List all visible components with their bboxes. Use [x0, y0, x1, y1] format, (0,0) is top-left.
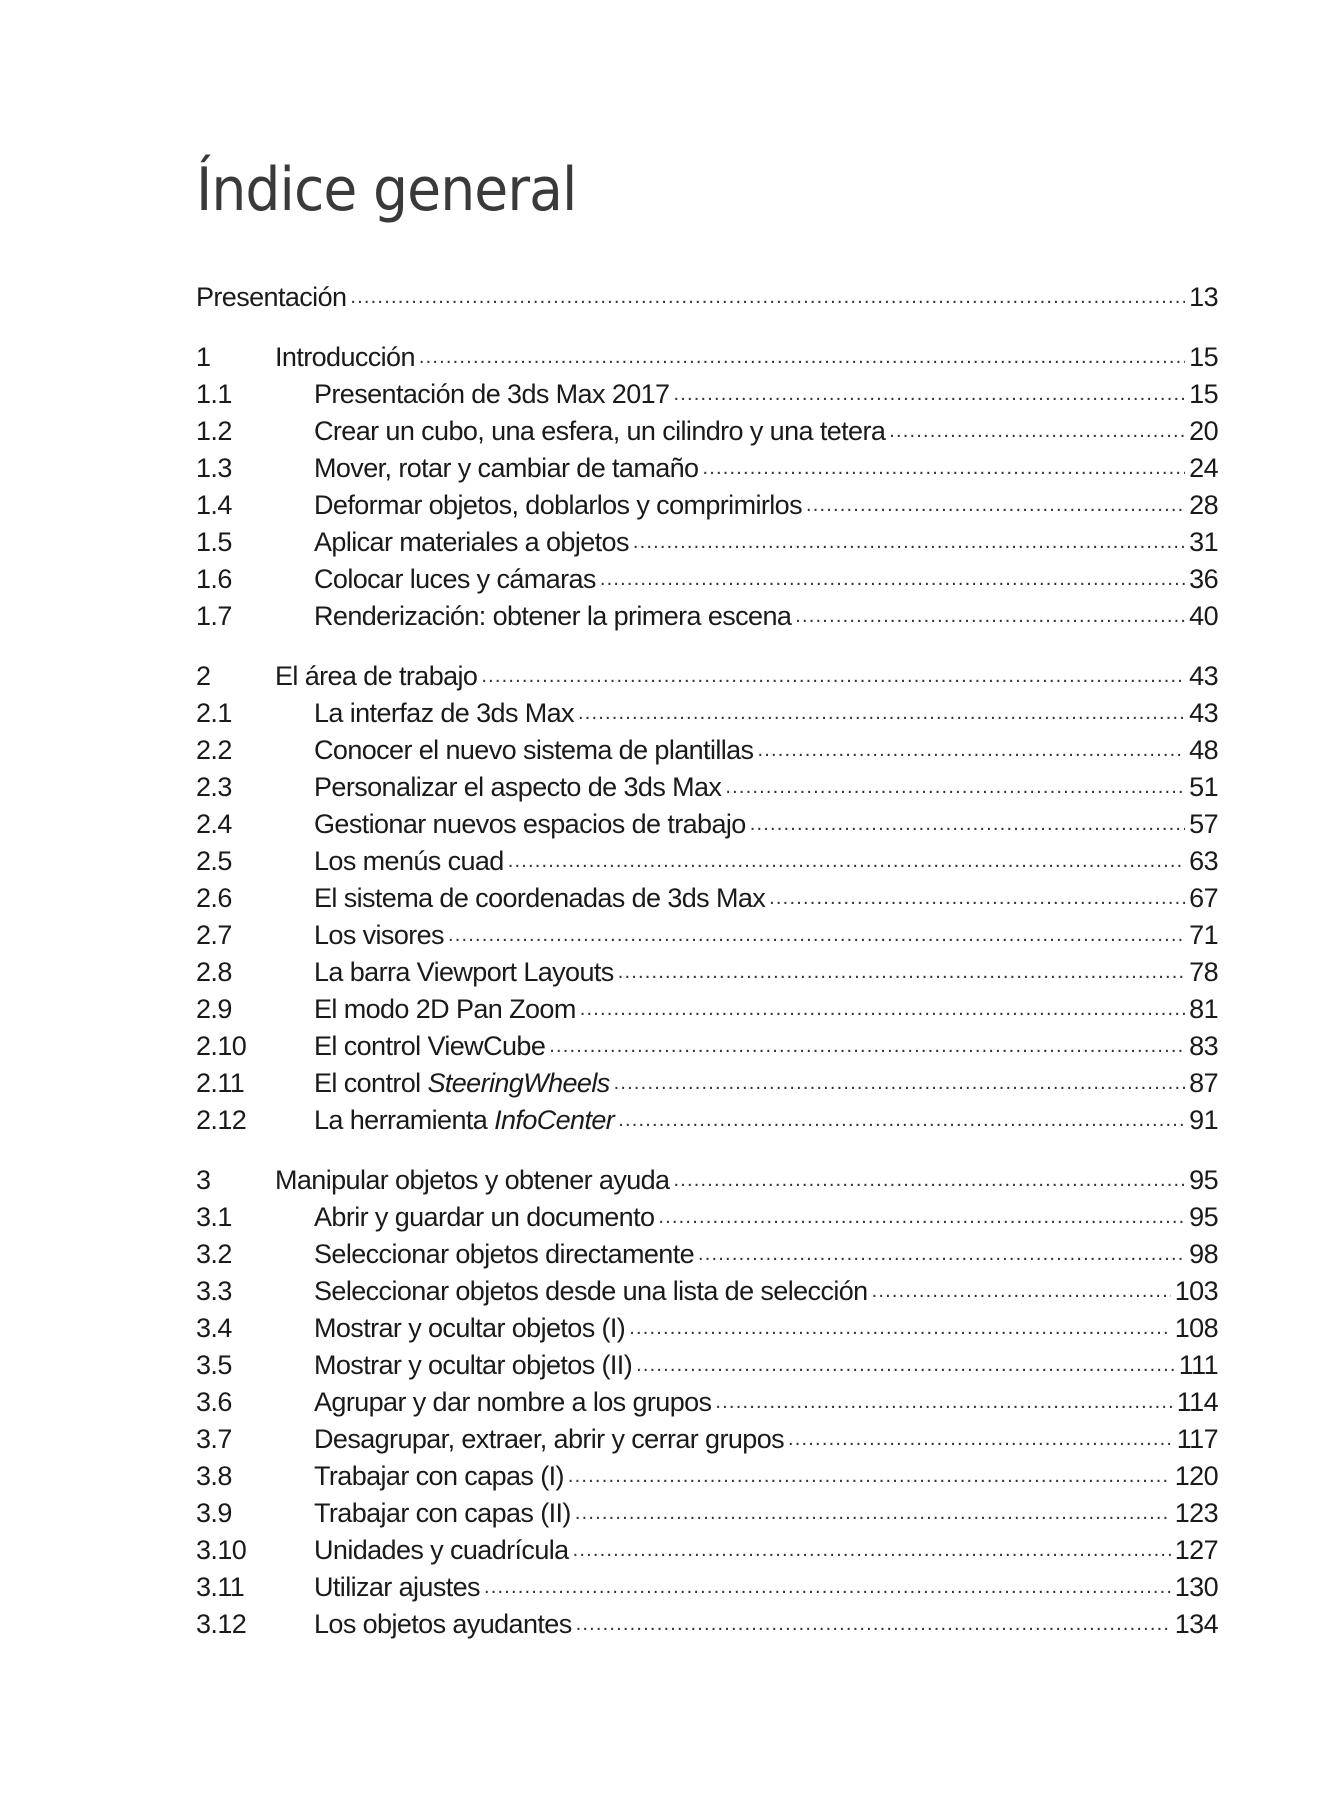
dot-leader — [618, 957, 1185, 987]
toc-entry-section[interactable] — [196, 728, 1218, 765]
toc-entry-title: Manipular objetos y obtener ayuda — [275, 1165, 670, 1195]
toc-entry-title: Los objetos ayudantes — [314, 1609, 572, 1639]
toc-entry-section[interactable] — [196, 950, 1218, 987]
dot-leader — [788, 1424, 1173, 1454]
toc-entry-section[interactable] — [196, 1528, 1218, 1565]
toc-entry-page: 81 — [1189, 994, 1218, 1024]
toc-entry-number: 1.2 — [196, 416, 232, 446]
toc-entry-title: Mostrar y ocultar objetos (II) — [314, 1350, 633, 1380]
toc-entry-number: 2.4 — [196, 809, 232, 839]
table-of-contents — [196, 275, 1218, 1662]
toc-entry-number: 3.3 — [196, 1276, 232, 1306]
toc-entry-number: 1.5 — [196, 527, 232, 557]
toc-entry-title: Renderización: obtener la primera escena — [314, 601, 792, 631]
toc-entry-section[interactable] — [196, 483, 1218, 520]
dot-leader — [576, 1609, 1171, 1639]
dot-leader — [614, 1068, 1186, 1098]
toc-entry-page: 108 — [1174, 1313, 1218, 1343]
toc-entry-section[interactable] — [196, 1232, 1218, 1269]
dot-leader — [448, 920, 1185, 950]
dot-leader — [636, 1350, 1175, 1380]
toc-entry-title: Introducción — [275, 342, 415, 372]
dot-leader — [481, 661, 1185, 691]
toc-entry-section[interactable] — [196, 1098, 1218, 1135]
toc-entry-page: 83 — [1189, 1031, 1218, 1061]
dot-leader — [629, 1313, 1171, 1343]
toc-entry-title: Personalizar el aspecto de 3ds Max — [314, 772, 722, 802]
page-title: Índice general — [196, 155, 577, 225]
toc-entry-title — [314, 1105, 614, 1135]
toc-entry-number: 2.10 — [196, 1031, 247, 1061]
dot-leader — [725, 772, 1185, 802]
dot-leader — [872, 1276, 1171, 1306]
toc-entry-page: 13 — [1189, 282, 1218, 312]
dot-leader — [673, 1165, 1185, 1195]
dot-leader — [658, 1202, 1185, 1232]
toc-entry-number: 2.8 — [196, 957, 232, 987]
toc-entry-page: 36 — [1189, 564, 1218, 594]
toc-entry-page: 120 — [1174, 1461, 1218, 1491]
toc-entry-section[interactable] — [196, 913, 1218, 950]
toc-entry-number: 2.12 — [196, 1105, 247, 1135]
toc-entry-section[interactable] — [196, 839, 1218, 876]
toc-entry-page: 103 — [1174, 1276, 1218, 1306]
toc-entry-title: Trabajar con capas (II) — [314, 1498, 571, 1528]
toc-entry-title: Presentación — [196, 282, 347, 312]
dot-leader — [889, 416, 1185, 446]
toc-entry-title: Mover, rotar y cambiar de tamaño — [314, 453, 699, 483]
toc-entry-number: 2.3 — [196, 772, 232, 802]
toc-entry-section[interactable] — [196, 557, 1218, 594]
dot-leader — [578, 698, 1185, 728]
toc-entry-section[interactable] — [196, 1269, 1218, 1306]
toc-chapter-group — [196, 1158, 1218, 1639]
toc-entry-title: Desagrupar, extraer, abrir y cerrar grupos — [314, 1424, 785, 1454]
toc-entry-title: Gestionar nuevos espacios de trabajo — [314, 809, 746, 839]
toc-entry-page: 95 — [1189, 1202, 1218, 1232]
toc-entry-number: 2.5 — [196, 846, 232, 876]
toc-entry-title: Agrupar y dar nombre a los grupos — [314, 1387, 712, 1417]
toc-entry-number: 1 — [196, 342, 211, 372]
toc-entry-section[interactable] — [196, 594, 1218, 631]
toc-entry-section[interactable] — [196, 1454, 1218, 1491]
dot-leader — [673, 379, 1185, 409]
toc-entry-page: 48 — [1189, 735, 1218, 765]
dot-leader — [484, 1572, 1171, 1602]
toc-entry-title: Utilizar ajustes — [314, 1572, 480, 1602]
toc-entry-page: 127 — [1174, 1535, 1218, 1565]
toc-entry-title: Mostrar y ocultar objetos (I) — [314, 1313, 626, 1343]
toc-entry-number: 3.1 — [196, 1202, 232, 1232]
toc-entry-number: 3.6 — [196, 1387, 232, 1417]
toc-entry-title: Crear un cubo, una esfera, un cilindro y una tetera — [314, 416, 886, 446]
toc-entry-number: 2.2 — [196, 735, 232, 765]
toc-entry-title: El control ViewCube — [314, 1031, 546, 1061]
toc-entry-page: 31 — [1189, 527, 1218, 557]
dot-leader — [698, 1239, 1185, 1269]
toc-entry-section[interactable] — [196, 1602, 1218, 1639]
toc-entry-title: Aplicar materiales a objetos — [314, 527, 629, 557]
toc-entry-page: 91 — [1189, 1105, 1218, 1135]
toc-entry-title: Abrir y guardar un documento — [314, 1202, 655, 1232]
toc-entry-title: La barra Viewport Layouts — [314, 957, 614, 987]
toc-entry-title: Seleccionar objetos directamente — [314, 1239, 695, 1269]
toc-entry-number: 3.10 — [196, 1535, 247, 1565]
toc-entry-number: 2.1 — [196, 698, 232, 728]
dot-leader — [715, 1387, 1172, 1417]
toc-entry-title-emphasis: InfoCenter — [494, 1105, 615, 1135]
toc-entry-title: El área de trabajo — [275, 661, 478, 691]
toc-entry-page: 40 — [1189, 601, 1218, 631]
dot-leader — [549, 1031, 1185, 1061]
toc-entry-page: 15 — [1189, 379, 1218, 409]
toc-entry-page: 20 — [1189, 416, 1218, 446]
toc-entry-title-text: La herramienta — [314, 1105, 495, 1135]
dot-leader — [633, 527, 1185, 557]
toc-entry-title: Unidades y cuadrícula — [314, 1535, 569, 1565]
toc-entry-page: 130 — [1174, 1572, 1218, 1602]
toc-entry-page: 28 — [1189, 490, 1218, 520]
toc-entry-page: 114 — [1176, 1387, 1218, 1417]
toc-entry-number: 3.8 — [196, 1461, 232, 1491]
toc-entry-number: 1.7 — [196, 601, 232, 631]
toc-entry-section[interactable] — [196, 876, 1218, 913]
toc-entry-page: 43 — [1189, 698, 1218, 728]
toc-entry-title: Deformar objetos, doblarlos y comprimirlos — [314, 490, 802, 520]
toc-entry-section[interactable] — [196, 1306, 1218, 1343]
dot-leader — [757, 735, 1185, 765]
toc-entry-page: 43 — [1189, 661, 1218, 691]
toc-entry-number: 3 — [196, 1165, 211, 1195]
toc-entry-number: 3.5 — [196, 1350, 232, 1380]
toc-entry-page: 57 — [1189, 809, 1218, 839]
toc-entry-section[interactable] — [196, 409, 1218, 446]
toc-entry-page: 71 — [1189, 920, 1218, 950]
toc-entry-title: Seleccionar objetos desde una lista de selección — [314, 1276, 868, 1306]
dot-leader — [568, 1461, 1171, 1491]
toc-entry-title: Conocer el nuevo sistema de plantillas — [314, 735, 754, 765]
toc-entry-chapter[interactable] — [196, 335, 1218, 372]
dot-leader — [618, 1105, 1185, 1135]
toc-entry-number: 3.2 — [196, 1239, 232, 1269]
dot-leader — [750, 809, 1185, 839]
toc-entry-number: 3.12 — [196, 1609, 247, 1639]
toc-entry-section[interactable] — [196, 1491, 1218, 1528]
dot-leader — [580, 994, 1185, 1024]
toc-entry-number: 3.11 — [196, 1572, 245, 1602]
toc-chapter-group — [196, 654, 1218, 1135]
toc-entry-presentation[interactable] — [196, 275, 1218, 312]
toc-entry-title: La interfaz de 3ds Max — [314, 698, 574, 728]
toc-entry-number: 2.11 — [196, 1068, 245, 1098]
toc-entry-chapter[interactable] — [196, 1158, 1218, 1195]
toc-entry-number: 1.4 — [196, 490, 232, 520]
toc-entry-section[interactable] — [196, 1061, 1218, 1098]
toc-entry-number: 2.9 — [196, 994, 232, 1024]
dot-leader — [702, 453, 1185, 483]
toc-entry-number: 1.6 — [196, 564, 232, 594]
toc-entry-section[interactable] — [196, 987, 1218, 1024]
toc-entry-title-emphasis: SteeringWheels — [427, 1068, 610, 1098]
toc-chapters — [196, 335, 1218, 1639]
toc-entry-page: 51 — [1189, 772, 1218, 802]
toc-chapter-group — [196, 335, 1218, 631]
dot-leader — [600, 564, 1185, 594]
toc-entry-page: 134 — [1174, 1609, 1218, 1639]
toc-entry-title: El sistema de coordenadas de 3ds Max — [314, 883, 766, 913]
toc-entry-title: Trabajar con capas (I) — [314, 1461, 564, 1491]
toc-entry-page: 123 — [1174, 1498, 1218, 1528]
toc-entry-number: 3.7 — [196, 1424, 232, 1454]
toc-entry-page: 95 — [1189, 1165, 1218, 1195]
toc-entry-number: 1.1 — [196, 379, 232, 409]
toc-entry-title: Los menús cuad — [314, 846, 504, 876]
toc-entry-section[interactable] — [196, 446, 1218, 483]
toc-entry-section[interactable] — [196, 1417, 1218, 1454]
toc-entry-section[interactable] — [196, 1024, 1218, 1061]
toc-entry-number: 1.3 — [196, 453, 232, 483]
toc-entry-title: El modo 2D Pan Zoom — [314, 994, 576, 1024]
toc-entry-page: 87 — [1189, 1068, 1218, 1098]
toc-entry-number: 3.4 — [196, 1313, 232, 1343]
dot-leader — [419, 342, 1185, 372]
toc-entry-title — [314, 1068, 610, 1098]
toc-entry-number: 2.7 — [196, 920, 232, 950]
toc-entry-number: 2 — [196, 661, 211, 691]
toc-entry-title: Los visores — [314, 920, 444, 950]
toc-entry-page: 67 — [1189, 883, 1218, 913]
toc-entry-page: 111 — [1178, 1350, 1218, 1380]
toc-entry-page: 24 — [1189, 453, 1218, 483]
toc-presentation-group — [196, 275, 1218, 312]
toc-entry-section[interactable] — [196, 691, 1218, 728]
toc-entry-page: 98 — [1189, 1239, 1218, 1269]
toc-entry-chapter[interactable] — [196, 654, 1218, 691]
toc-entry-title-text: El control — [314, 1068, 428, 1098]
dot-leader — [350, 282, 1185, 312]
dot-leader — [508, 846, 1185, 876]
toc-entry-section[interactable] — [196, 372, 1218, 409]
dot-leader — [769, 883, 1185, 913]
dot-leader — [573, 1535, 1171, 1565]
toc-entry-section[interactable] — [196, 1343, 1218, 1380]
toc-entry-page: 15 — [1189, 342, 1218, 372]
toc-entry-title: Presentación de 3ds Max 2017 — [314, 379, 670, 409]
toc-entry-section[interactable] — [196, 802, 1218, 839]
toc-entry-page: 63 — [1189, 846, 1218, 876]
toc-entry-number: 3.9 — [196, 1498, 232, 1528]
dot-leader — [575, 1498, 1171, 1528]
toc-entry-page: 117 — [1176, 1424, 1218, 1454]
toc-entry-page: 78 — [1189, 957, 1218, 987]
toc-entry-title: Colocar luces y cámaras — [314, 564, 596, 594]
dot-leader — [795, 601, 1185, 631]
toc-entry-section[interactable] — [196, 765, 1218, 802]
toc-entry-section[interactable] — [196, 1195, 1218, 1232]
toc-entry-section[interactable] — [196, 1380, 1218, 1417]
toc-entry-section[interactable] — [196, 520, 1218, 557]
toc-entry-section[interactable] — [196, 1565, 1218, 1602]
dot-leader — [806, 490, 1185, 520]
toc-entry-number: 2.6 — [196, 883, 232, 913]
